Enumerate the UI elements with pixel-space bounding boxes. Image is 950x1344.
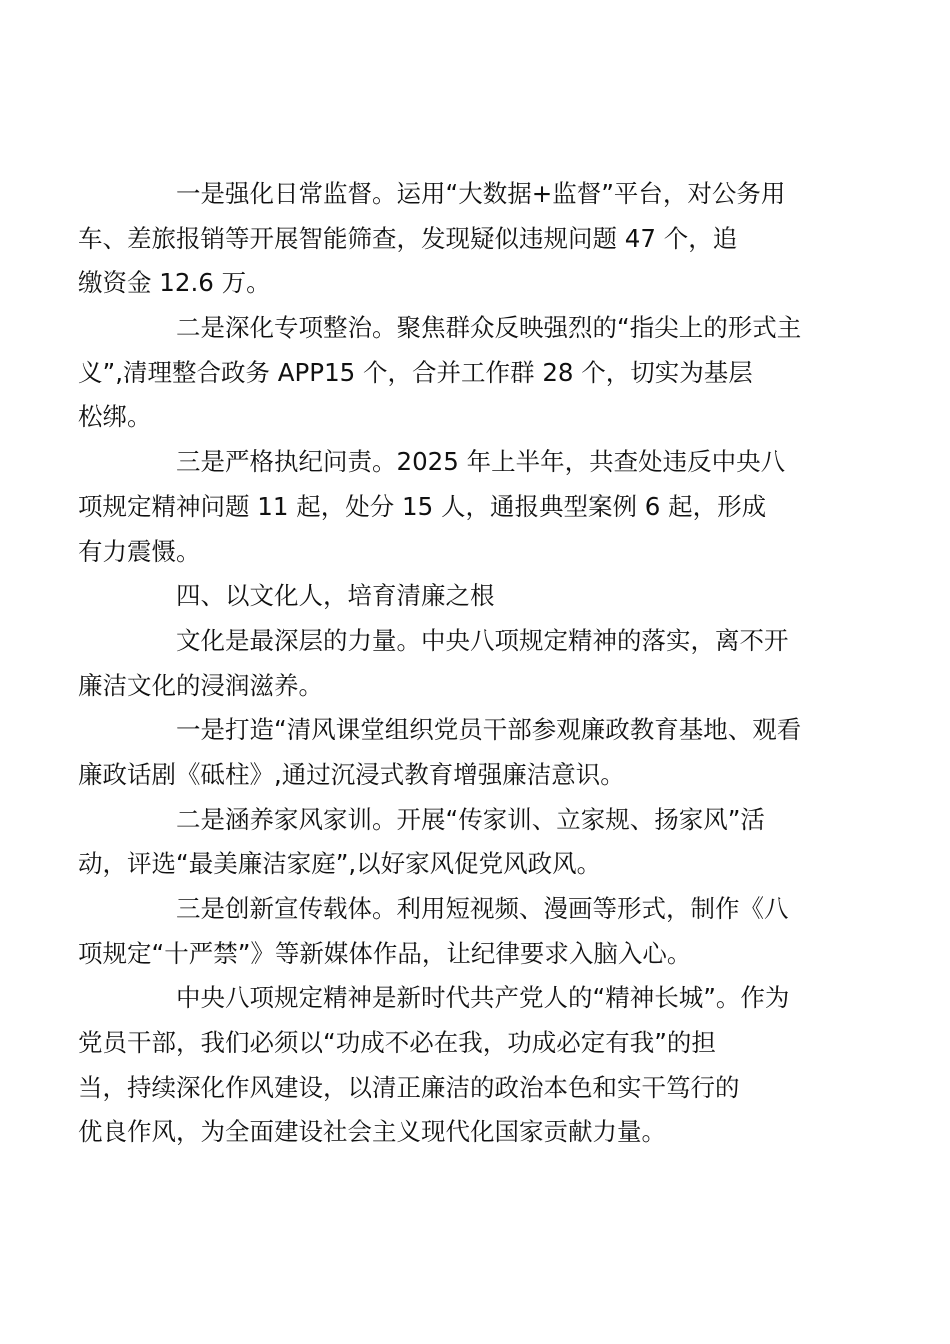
text-line: 三是创新宣传载体。利用短视频、漫画等形式，制作《八 (176, 894, 789, 923)
text-line: 中央八项规定精神是新时代共产党人的“精神长城”。作为 (176, 983, 790, 1013)
text-line: 二是涵养家风家训。开展“传家训、立家规、扬家风”活 (176, 804, 765, 834)
document-body (78, 172, 829, 1155)
text-line: 当，持续深化作风建设，以清正廉洁的政治本色和实干笃行的 (78, 1072, 740, 1102)
text-line: 一是打造“清风课堂组织党员干部参观廉政教育基地、观看 (176, 715, 802, 745)
text-line: 有力震慑。 (78, 536, 201, 566)
paragraph-publicity-innovation (78, 887, 829, 976)
text-line: 缴资金 12.6 万。 (78, 268, 271, 298)
section-heading (127, 574, 829, 619)
text-line: 项规定精神问题 11 起，处分 15 人，通报典型案例 6 起，形成 (78, 491, 767, 521)
text-line: 一是强化日常监督。运用“大数据+监督”平台，对公务用 (176, 179, 786, 208)
paragraph-daily-supervision (78, 172, 829, 306)
paragraph-family-tradition (78, 798, 829, 887)
text-line: 二是深化专项整治。聚焦群众反映强烈的“指尖上的形式主 (176, 313, 802, 343)
text-line: 优良作风，为全面建设社会主义现代化国家贡献力量。 (78, 1117, 666, 1147)
text-line: 廉政话剧《砥柱》,通过沉浸式教育增强廉洁意识。 (78, 759, 625, 789)
text-line: 三是严格执纪问责。2025 年上半年，共查处违反中央八 (176, 447, 786, 477)
text-line: 动，评选“最美廉洁家庭”,以好家风促党风政风。 (78, 849, 602, 879)
text-line: 党员干部，我们必须以“功成不必在我，功成必定有我”的担 (78, 1028, 716, 1058)
text-line: 文化是最深层的力量。中央八项规定精神的落实，离不开 (176, 625, 789, 655)
paragraph-accountability (78, 440, 829, 574)
text-line: 廉洁文化的浸润滋养。 (78, 670, 323, 700)
paragraph-culture-intro (78, 619, 829, 708)
paragraph-special-rectification (78, 306, 829, 440)
paragraph-conclusion (78, 976, 829, 1155)
section-heading-text: 四、以文化人，培育清廉之根 (176, 581, 495, 611)
text-line: 义”,清理整合政务 APP15 个，合并工作群 28 个，切实为基层 (78, 357, 753, 387)
text-line: 项规定“十严禁”》等新媒体作品，让纪律要求入脑入心。 (78, 938, 692, 968)
paragraph-clean-classroom (78, 708, 829, 797)
text-line: 松绑。 (78, 402, 152, 432)
text-line: 车、差旅报销等开展智能筛查，发现疑似违规问题 47 个，追 (78, 223, 738, 253)
